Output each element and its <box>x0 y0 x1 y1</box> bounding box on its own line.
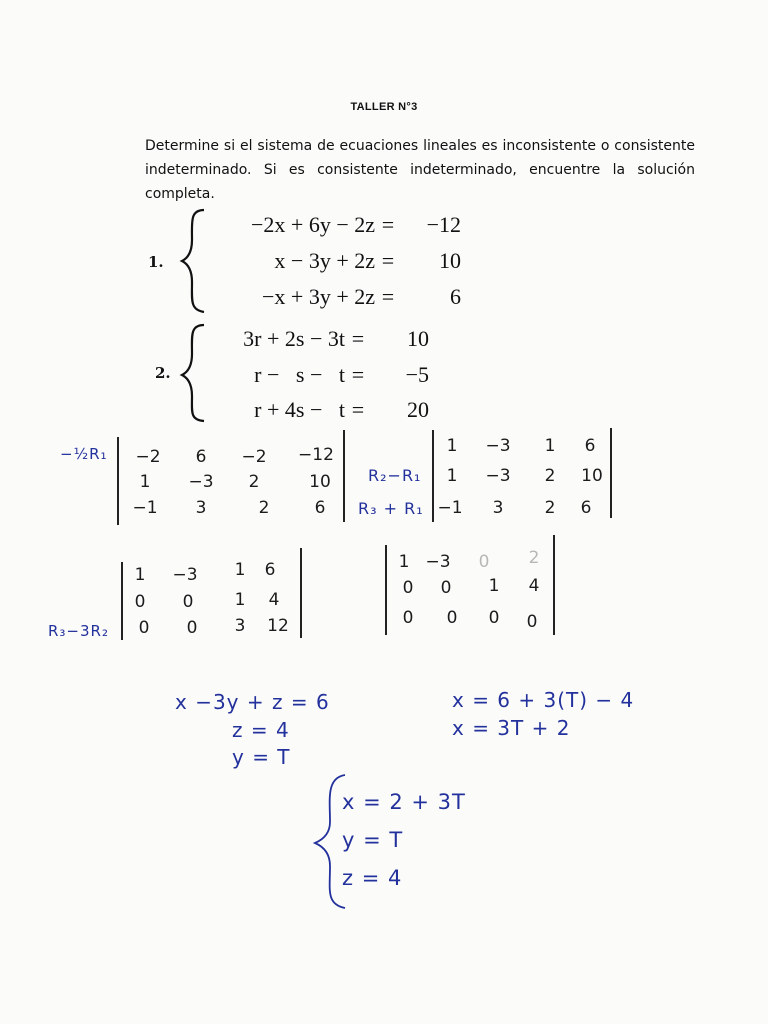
row-op-2a: R₂−R₁ <box>368 466 422 485</box>
matrix-cell: 6 <box>264 560 276 580</box>
instructions-text: Determine si el sistema de ecuaciones lineales es inconsistente o consistente indeterminado. Si es consistente indeterminado, encuentre la solución completa. <box>145 138 695 202</box>
matrix-cell: 0 <box>134 592 146 612</box>
problem-2-number: 2. <box>155 364 171 382</box>
matrix-cell: 1 <box>544 436 556 456</box>
matrix-cell: 0 <box>182 592 194 612</box>
solution-z: z = 4 <box>342 866 403 890</box>
equation-right-2: x = 3T + 2 <box>452 716 571 740</box>
problem-1-number: 1. <box>148 253 164 271</box>
matrix-cell: 0 <box>446 608 458 628</box>
matrix-cell: 1 <box>446 436 458 456</box>
matrix-cell: 2 <box>258 498 270 518</box>
equation-left-3: y = T <box>232 745 291 769</box>
equation-left-1: x −3y + z = 6 <box>175 690 330 714</box>
matrix-cell: 4 <box>528 576 540 596</box>
row-op-3: R₃−3R₂ <box>48 622 109 640</box>
matrix-cell: 1 <box>446 466 458 486</box>
matrix-cell: 1 <box>398 552 410 572</box>
matrix-cell: 0 <box>478 552 490 572</box>
matrix-1-left-bar <box>117 437 119 525</box>
matrix-cell: 0 <box>488 608 500 628</box>
matrix-cell: −3 <box>425 552 451 572</box>
matrix-cell: −3 <box>172 565 198 585</box>
problem-1-eq-1: −2x + 6y − 2z = −12 <box>251 212 461 237</box>
matrix-cell: −12 <box>298 445 334 465</box>
matrix-cell: 0 <box>186 618 198 638</box>
equation-left-2: z = 4 <box>232 718 290 742</box>
matrix-cell: 3 <box>195 498 207 518</box>
matrix-cell: 6 <box>314 498 326 518</box>
matrix-cell: 0 <box>138 618 150 638</box>
matrix-cell: 1 <box>234 560 246 580</box>
solution-y: y = T <box>342 828 404 852</box>
matrix-cell: −3 <box>485 436 511 456</box>
matrix-cell: 2 <box>544 498 556 518</box>
matrix-3-right-bar <box>300 548 302 638</box>
matrix-cell: −3 <box>188 472 214 492</box>
row-op-2b: R₃ + R₁ <box>358 499 424 518</box>
matrix-cell: −2 <box>241 447 267 467</box>
matrix-cell: 10 <box>309 472 331 492</box>
problem-1-eq-2: x − 3y + 2z = 10 <box>274 248 461 273</box>
matrix-cell: 1 <box>139 472 151 492</box>
matrix-1-right-bar <box>343 430 345 522</box>
problem-1-eq-3: −x + 3y + 2z = 6 <box>262 284 461 309</box>
matrix-cell: 4 <box>268 590 280 610</box>
matrix-cell: 3 <box>234 616 246 636</box>
matrix-cell: 2 <box>248 472 260 492</box>
matrix-cell: −3 <box>485 466 511 486</box>
matrix-cell: 0 <box>526 612 538 632</box>
matrix-cell: 6 <box>195 447 207 467</box>
matrix-cell: 0 <box>402 578 414 598</box>
page-title: TALLER N°3 <box>350 101 418 113</box>
equation-right-1: x = 6 + 3(T) − 4 <box>452 688 635 712</box>
problem-2-eq-3: r + 4s − t = 20 <box>254 397 429 422</box>
matrix-cell: 6 <box>580 498 592 518</box>
matrix-cell: 12 <box>267 616 289 636</box>
matrix-cell: 1 <box>234 590 246 610</box>
matrix-cell: 2 <box>528 548 540 568</box>
matrix-cell: −1 <box>437 498 463 518</box>
row-op-1: −½R₁ <box>60 445 108 463</box>
solution-x: x = 2 + 3T <box>342 790 466 814</box>
matrix-cell: 1 <box>134 565 146 585</box>
matrix-cell: −1 <box>132 498 158 518</box>
problem-2-eq-1: 3r + 2s − 3t = 10 <box>243 326 429 351</box>
matrix-cell: 10 <box>581 466 603 486</box>
matrix-cell: 6 <box>584 436 596 456</box>
matrix-cell: −2 <box>135 447 161 467</box>
matrix-cell: 3 <box>492 498 504 518</box>
matrix-cell: 1 <box>488 576 500 596</box>
matrix-cell: 2 <box>544 466 556 486</box>
matrix-cell: 0 <box>440 578 452 598</box>
problem-2-eq-2: r − s − t = −5 <box>254 362 429 387</box>
matrix-cell: 0 <box>402 608 414 628</box>
